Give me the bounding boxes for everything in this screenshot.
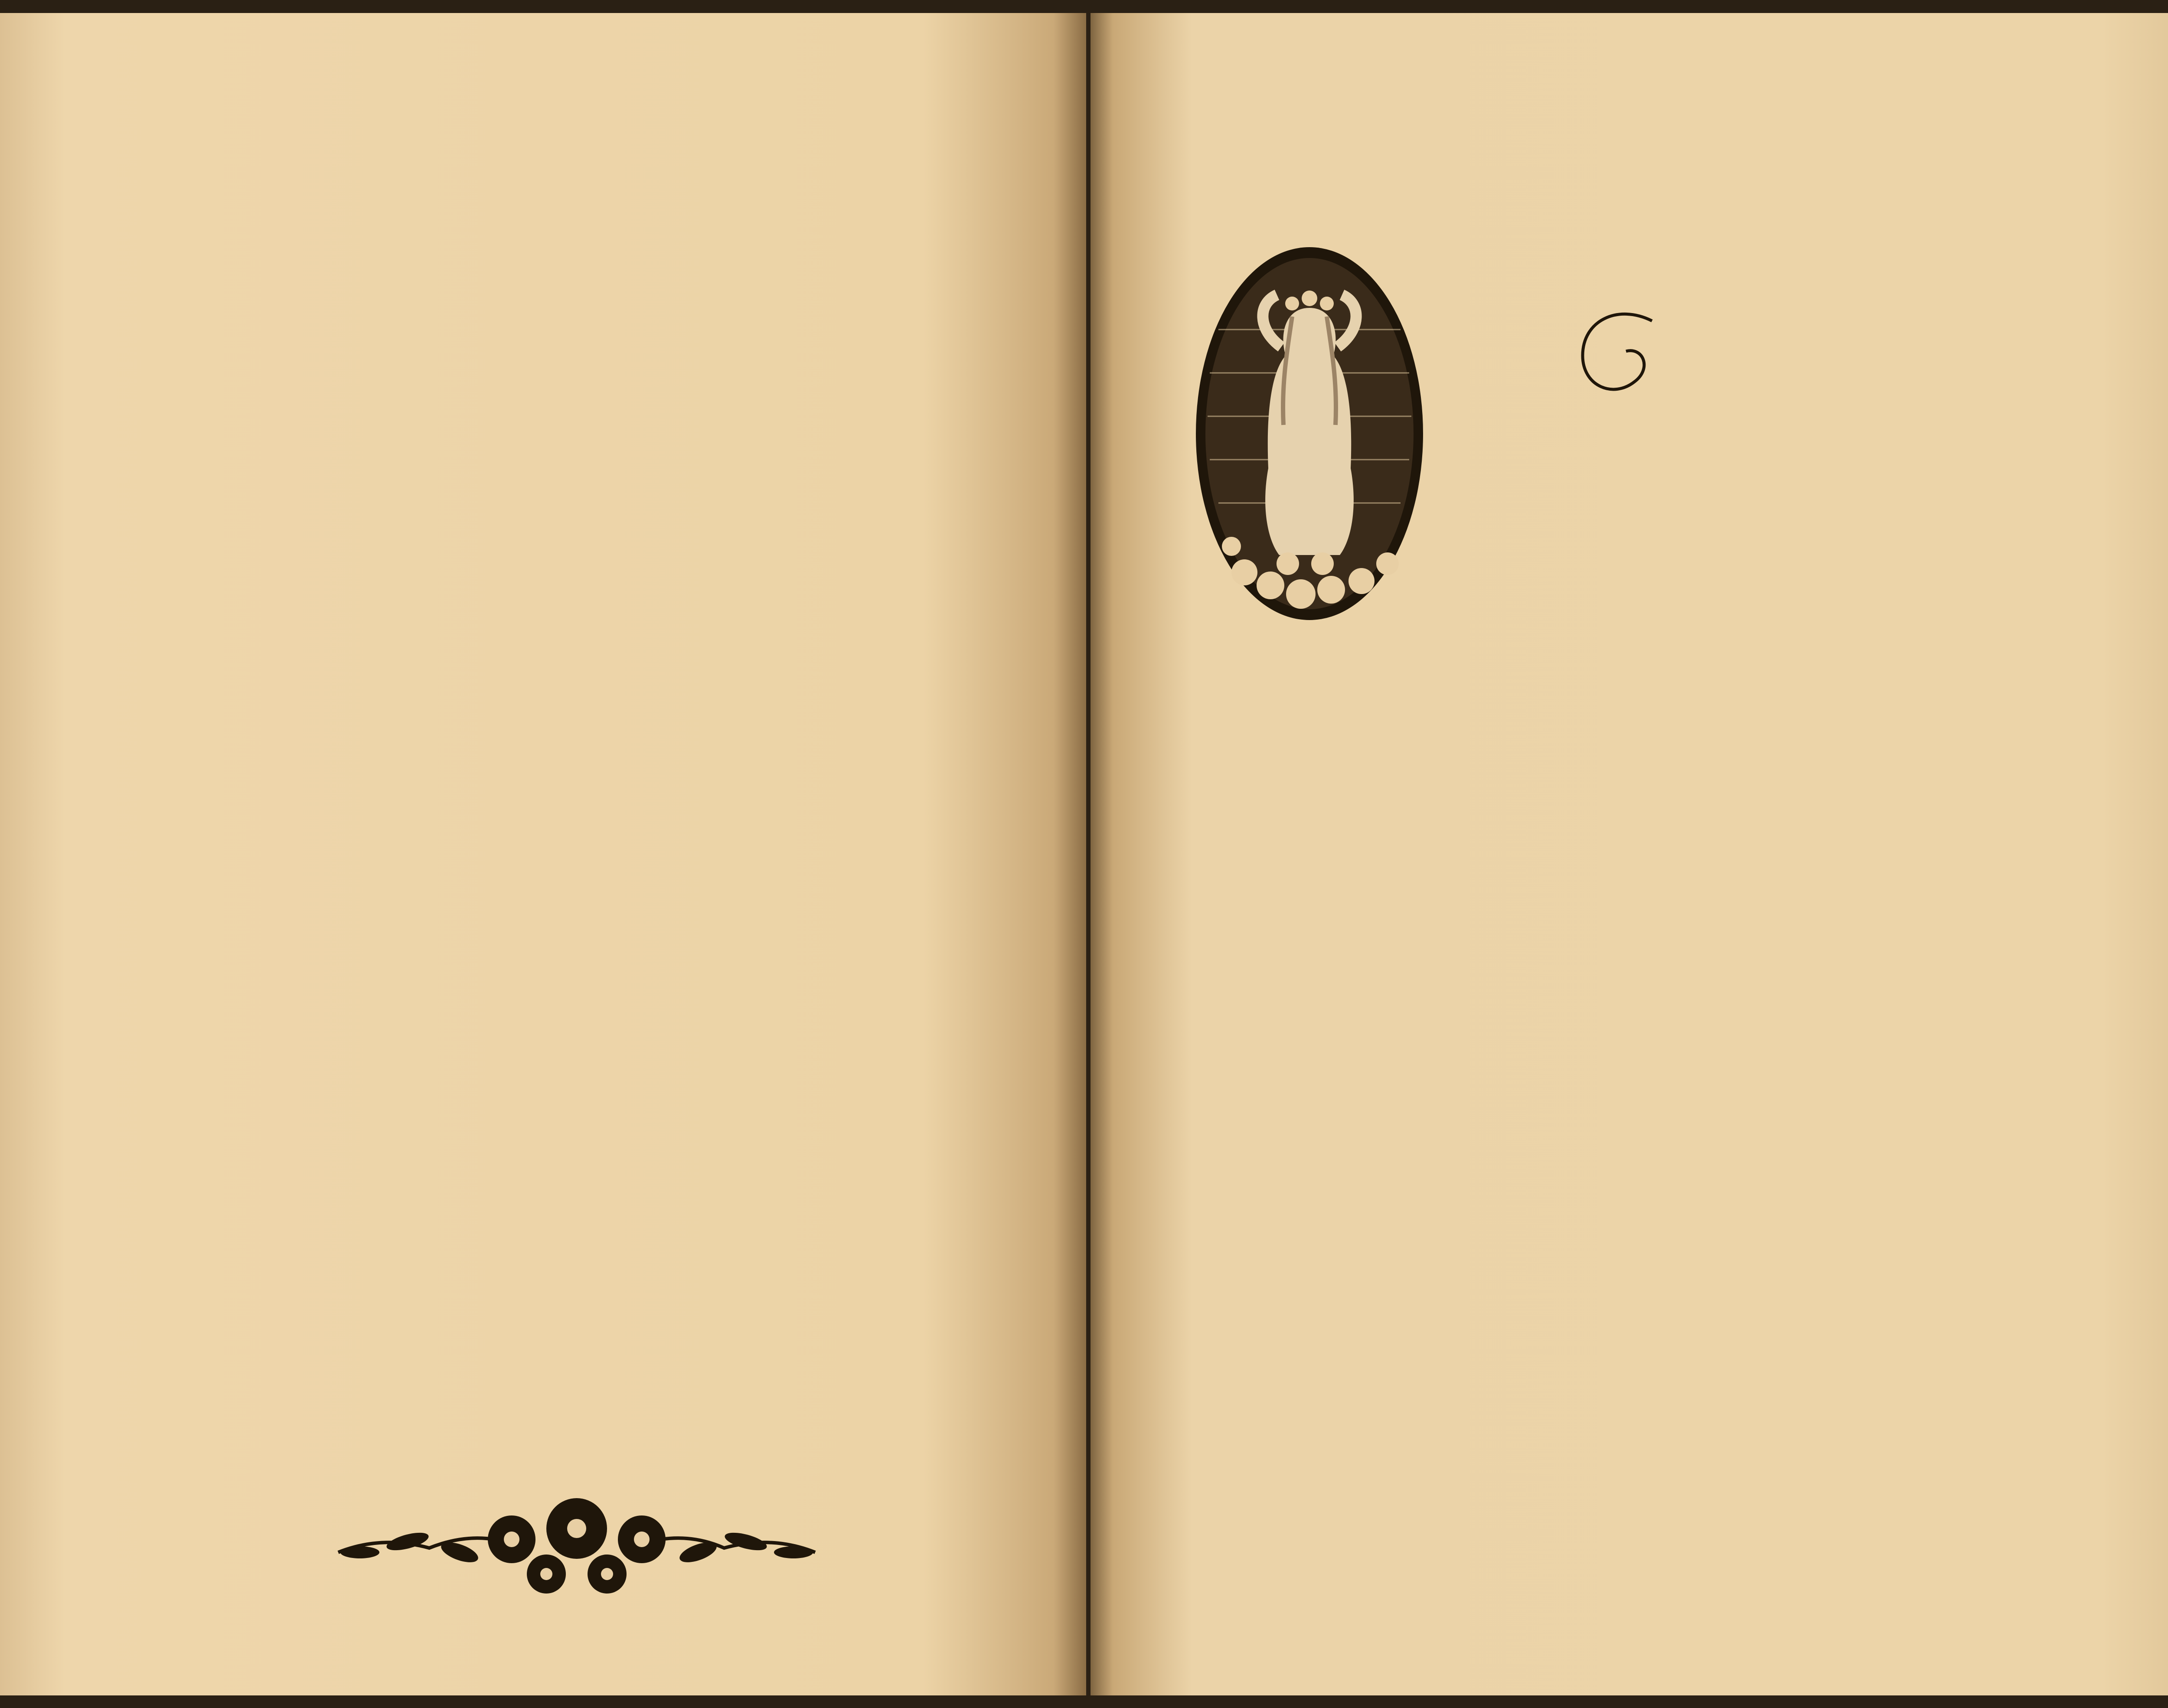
left-column-2: [596, 153, 1036, 175]
article-title: [1565, 286, 2042, 490]
left-page: [0, 13, 1086, 1695]
illustration-woman-with-flower-crown: [1192, 243, 1427, 624]
floral-tailpiece-ornament: [330, 1487, 824, 1600]
ornate-initial-flourish: [1565, 295, 1695, 408]
